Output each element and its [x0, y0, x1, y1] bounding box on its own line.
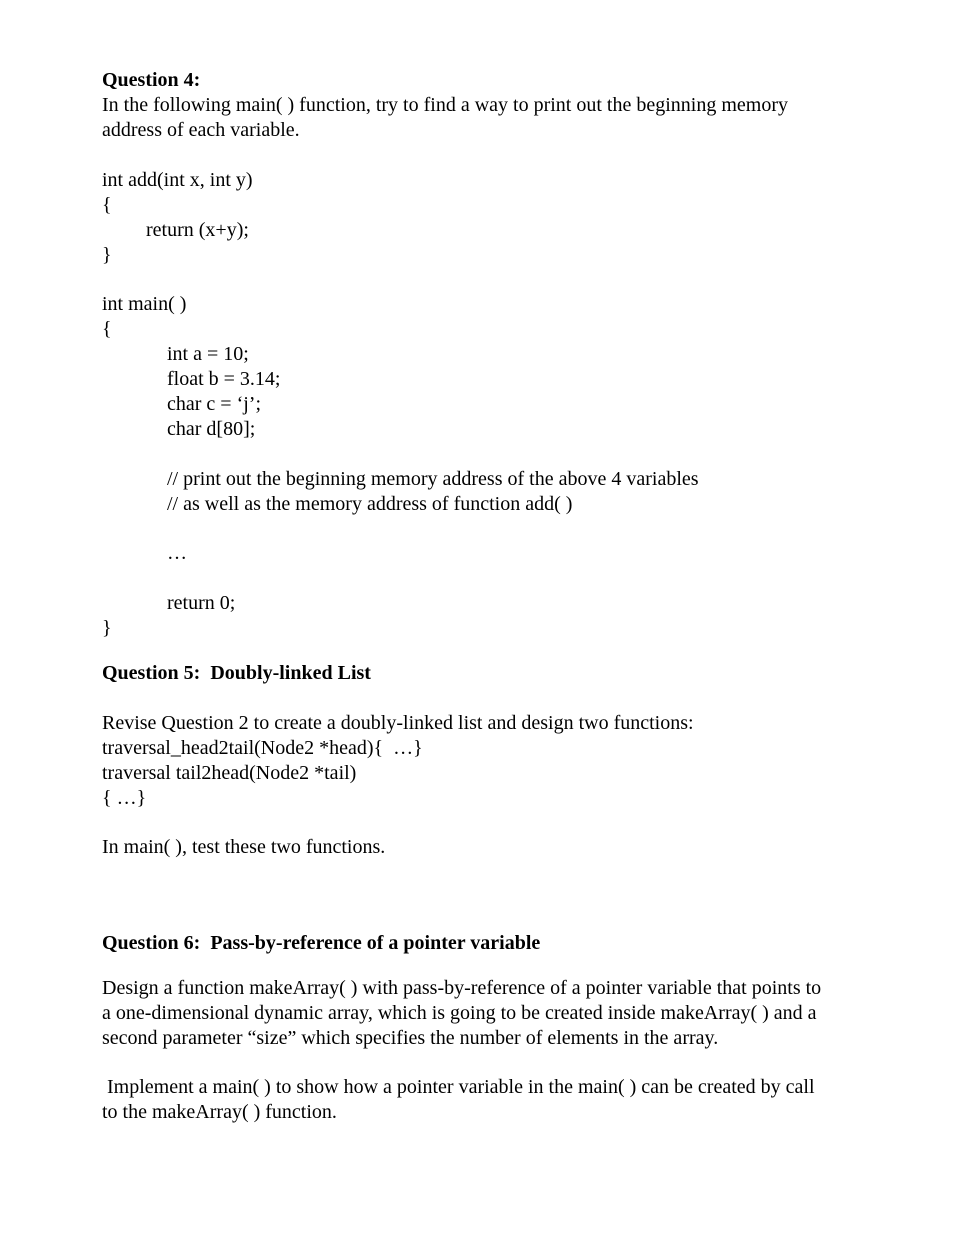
code-decl-b: float b = 3.14; — [167, 368, 281, 390]
question-4-intro-line-1: In the following main( ) function, try to find a way to print out the beginning memory — [102, 94, 788, 116]
code-add-return: return (x+y); — [146, 219, 249, 241]
code-comment-1: // print out the beginning memory address of the above 4 variables — [167, 468, 699, 490]
question-5-line-1: Revise Question 2 to create a doubly-linked list and design two functions: — [102, 712, 694, 734]
question-5-heading: Question 5: Doubly-linked List — [102, 662, 371, 684]
question-6-paragraph-1-line-2: a one-dimensional dynamic array, which is going to be created inside makeArray( ) and a — [102, 1002, 817, 1024]
code-decl-c: char c = ‘j’; — [167, 393, 262, 415]
question-5-line-5: In main( ), test these two functions. — [102, 836, 386, 858]
question-6-paragraph-2-line-1: Implement a main( ) to show how a pointer variable in the main( ) can be created by call — [102, 1076, 815, 1098]
code-main-open-brace: { — [102, 318, 112, 340]
code-main-return: return 0; — [167, 592, 236, 614]
code-decl-d: char d[80]; — [167, 418, 256, 440]
question-4-heading: Question 4: — [102, 69, 201, 91]
code-add-open-brace: { — [102, 194, 112, 216]
question-6-paragraph-1-line-3: second parameter “size” which specifies the number of elements in the array. — [102, 1027, 719, 1049]
question-4-intro-line-2: address of each variable. — [102, 119, 300, 141]
question-5-line-4: { …} — [102, 787, 147, 809]
code-main-close-brace: } — [102, 617, 112, 639]
question-6-heading: Question 6: Pass-by-reference of a pointer variable — [102, 932, 541, 954]
question-6-paragraph-2-line-2: to the makeArray( ) function. — [102, 1101, 337, 1123]
code-ellipsis: … — [167, 542, 187, 564]
code-comment-2: // as well as the memory address of function add( ) — [167, 493, 573, 515]
code-add-signature: int add(int x, int y) — [102, 169, 253, 191]
code-main-signature: int main( ) — [102, 293, 187, 315]
code-decl-a: int a = 10; — [167, 343, 249, 365]
code-add-close-brace: } — [102, 244, 112, 266]
question-5-line-2: traversal_head2tail(Node2 *head){ …} — [102, 737, 423, 759]
question-6-paragraph-1-line-1: Design a function makeArray( ) with pass-by-reference of a pointer variable that points to — [102, 977, 822, 999]
question-5-line-3: traversal tail2head(Node2 *tail) — [102, 762, 357, 784]
